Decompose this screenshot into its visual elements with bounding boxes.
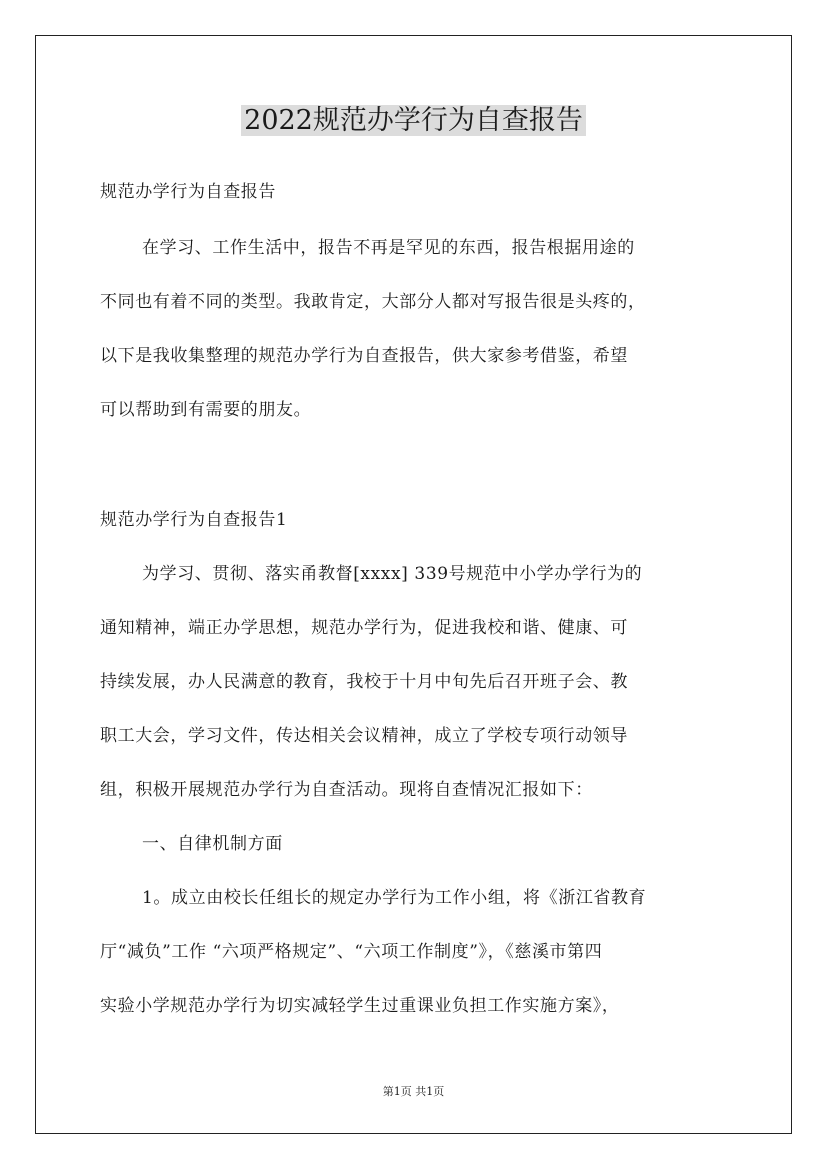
- page-footer: 第1页 共1页: [382, 1085, 445, 1098]
- paragraph-line: 可以帮助到有需要的朋友。: [100, 400, 312, 420]
- paragraph-line: 不同也有着不同的类型。我敢肯定，大部分人都对写报告很是头疼的，: [100, 292, 646, 312]
- paragraph-line: 组，积极开展规范办学行为自查活动。现将自查情况汇报如下：: [100, 780, 593, 800]
- paragraph-line: 以下是我收集整理的规范办学行为自查报告，供大家参考借鉴，希望: [100, 346, 628, 366]
- paragraph-line: 厅“减负”工作 “六项严格规定”、“六项工作制度”》，《慈溪市第四: [100, 942, 603, 962]
- section-heading: 规范办学行为自查报告: [100, 182, 276, 202]
- document-title: 2022规范办学行为自查报告: [0, 102, 827, 140]
- section-heading: 规范办学行为自查报告1: [100, 510, 288, 530]
- paragraph-line: 通知精神，端正办学思想，规范办学行为，促进我校和谐、健康、可: [100, 618, 628, 638]
- paragraph-line: 实验小学规范办学行为切实减轻学生过重课业负担工作实施方案》，: [100, 996, 620, 1016]
- paragraph-line: 1。成立由校长任组长的规定办学行为工作小组，将《浙江省教育: [142, 888, 647, 908]
- subsection-heading: 一、自律机制方面: [142, 834, 283, 854]
- paragraph-line: 职工大会，学习文件，传达相关会议精神，成立了学校专项行动领导: [100, 726, 628, 746]
- paragraph-line: 为学习、贯彻、落实甬教督[xxxx] 339号规范中小学办学行为的: [142, 564, 643, 584]
- paragraph-line: 持续发展，办人民满意的教育，我校于十月中旬先后召开班子会、教: [100, 672, 628, 692]
- paragraph-line: 在学习、工作生活中，报告不再是罕见的东西，报告根据用途的: [142, 238, 635, 258]
